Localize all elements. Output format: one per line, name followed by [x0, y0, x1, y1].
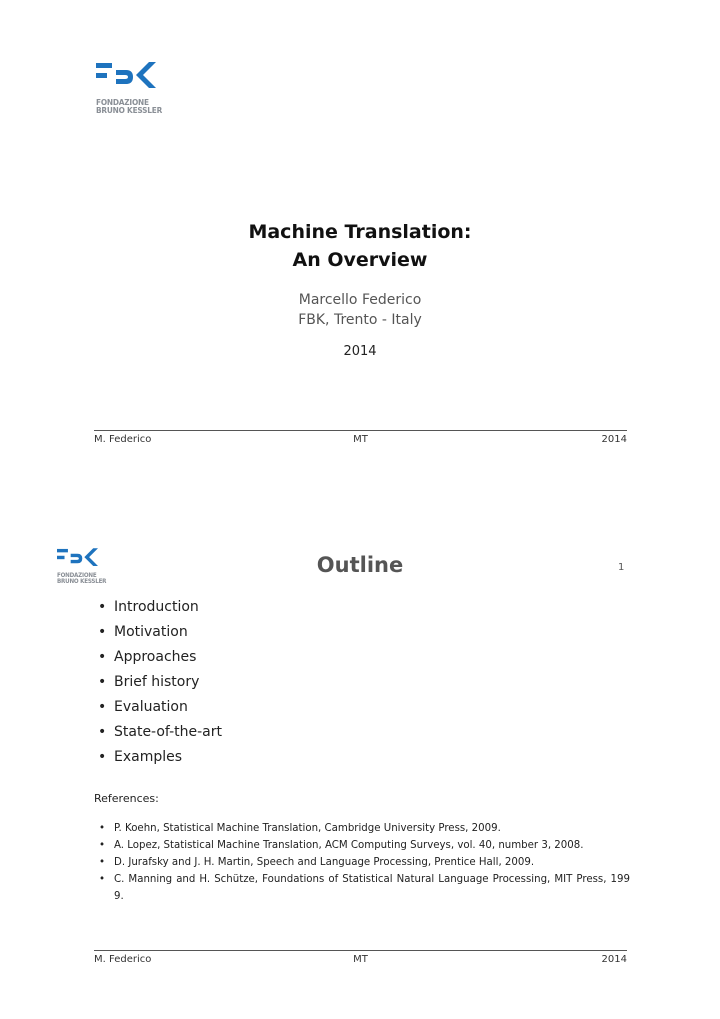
- fbk-logo: [96, 62, 162, 114]
- logo-text: FONDAZIONE BRUNO KESSLER: [57, 572, 107, 586]
- outline-item: • Brief history: [94, 671, 222, 696]
- outline-item: • Motivation: [94, 621, 222, 646]
- footer-topic: MT: [353, 434, 368, 445]
- fbk-logo-icon: [96, 62, 156, 92]
- reference-item: • D. Jurafsky and J. H. Martin, Speech and Language Processing, Prentice Hall, 2009.: [94, 854, 630, 871]
- presentation-year: 2014: [343, 344, 377, 359]
- outline-heading: Outline: [316, 553, 404, 577]
- author-block: [0, 290, 720, 330]
- page-number: 1: [618, 562, 625, 573]
- footer-year: 2014: [601, 434, 627, 445]
- outline-item: • Examples: [94, 746, 222, 771]
- affiliation: FBK, Trento - Italy: [298, 312, 422, 328]
- outline-list: [94, 596, 222, 771]
- reference-item: • P. Koehn, Statistical Machine Translation, Cambridge University Press, 2009.: [94, 820, 630, 837]
- footer-author: M. Federico: [94, 954, 152, 965]
- outline-item: • State-of-the-art: [94, 721, 222, 746]
- author-name: Marcello Federico: [298, 292, 422, 308]
- logo-text: FONDAZIONE BRUNO KESSLER: [96, 97, 163, 116]
- title-slide: [0, 0, 720, 500]
- references-list: [94, 820, 630, 905]
- slide-footer: [94, 950, 627, 965]
- reference-item: • A. Lopez, Statistical Machine Translation, ACM Computing Surveys, vol. 40, number 3, 2008.: [94, 837, 630, 854]
- references-label: References:: [94, 792, 159, 805]
- footer-topic: MT: [353, 954, 368, 965]
- slide-title: Machine Translation: An Overview: [248, 221, 472, 271]
- outline-item: • Approaches: [94, 646, 222, 671]
- outline-item: • Evaluation: [94, 696, 222, 721]
- footer-author: M. Federico: [94, 434, 152, 445]
- footer-year: 2014: [601, 954, 627, 965]
- slide-footer: [94, 430, 627, 445]
- reference-item: • C. Manning and H. Schütze, Foundations of Statistical Natural Language Processing, MIT Press, 199 9.: [94, 871, 630, 905]
- outline-item: • Introduction: [94, 596, 222, 621]
